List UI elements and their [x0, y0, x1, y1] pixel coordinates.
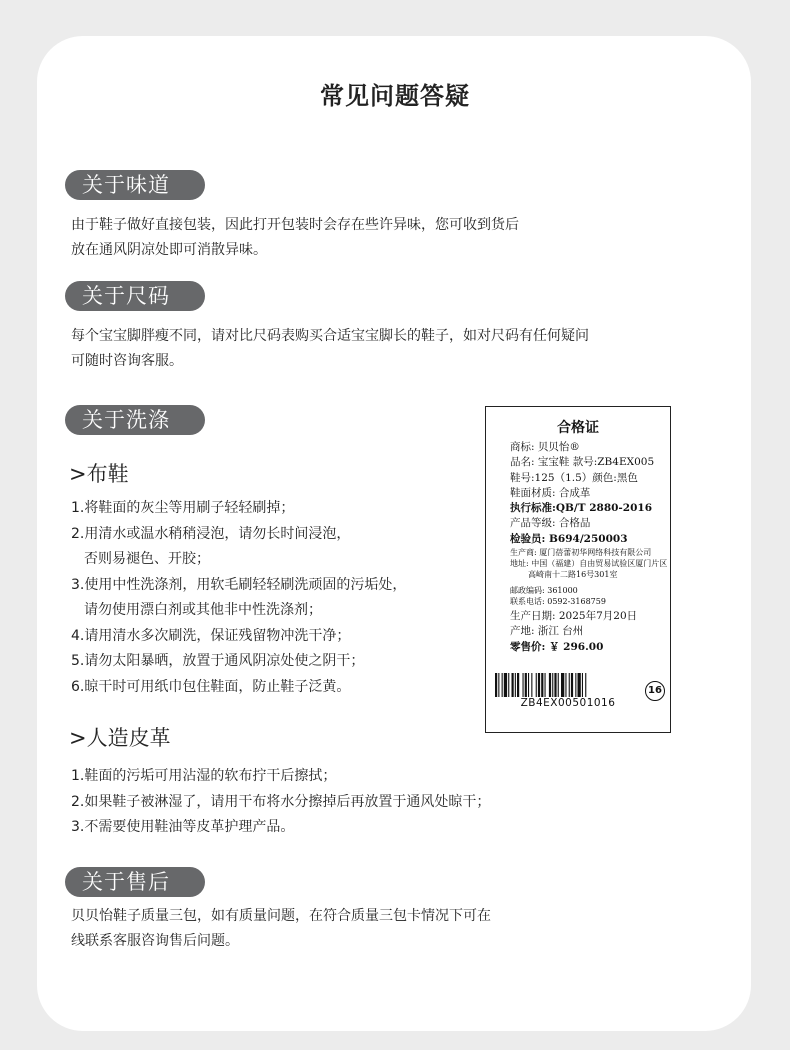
smell-paragraph — [71, 213, 519, 263]
cert-product: 品名: 宝宝鞋 款号:ZB4EX005 — [510, 456, 655, 469]
cert-size-color: 鞋号:125（1.5）颜色:黑色 — [510, 471, 638, 484]
barcode-bar — [582, 673, 583, 697]
cert-address-1: 地址: 中国（福建）自由贸易试验区厦门片区 — [510, 559, 668, 569]
barcode-bar — [536, 673, 537, 697]
cert-phone: 联系电话: 0592-3168759 — [510, 596, 606, 606]
barcode-bar — [523, 673, 524, 697]
barcode-bar — [545, 673, 546, 697]
cert-inspector: 检验员: B694/250003 — [510, 532, 628, 545]
barcode-bar — [525, 673, 527, 697]
cloth-shoes-heading: >布鞋 — [69, 462, 129, 486]
barcode-bar — [578, 673, 581, 697]
list-item: 4.请用清水多次刷洗，保证残留物冲洗干净； — [71, 627, 351, 644]
barcode-bar — [575, 673, 576, 697]
cert-standard: 执行标准:QB/T 2880-2016 — [510, 502, 653, 515]
certificate-title: 合格证 — [557, 420, 599, 436]
barcode-bar — [498, 673, 499, 697]
list-item: 3.不需要使用鞋油等皮革护理产品。 — [71, 819, 295, 835]
barcode-bar — [554, 673, 556, 697]
page-title: 常见问题答疑 — [320, 82, 470, 110]
barcode-bar — [558, 673, 559, 697]
barcode-bar — [538, 673, 540, 697]
size-line: 可随时咨询客服。 — [71, 353, 183, 369]
cert-postcode: 邮政编码: 361000 — [510, 585, 578, 595]
list-item: 6.晾干时可用纸巾包住鞋面，防止鞋子泛黄。 — [71, 678, 351, 695]
barcode-bar — [504, 673, 507, 697]
list-item: 5.请勿太阳暴晒，放置于通风阴凉处使之阴干； — [71, 653, 365, 669]
aftersale-line: 贝贝怡鞋子质量三包，如有质量问题，在符合质量三包卡情况下可在 — [71, 908, 491, 924]
cert-date: 生产日期: 2025年7月20日 — [510, 610, 638, 623]
list-item: 1.将鞋面的灰尘等用刷子轻轻刷掉； — [71, 500, 295, 516]
certificate-label — [485, 406, 671, 733]
list-item: 1.鞋面的污垢可用沾湿的软布拧干后擦拭； — [71, 768, 337, 784]
list-item: 否则易褪色、开胶； — [84, 551, 210, 567]
list-item: 2.用清水或温水稍稍浸泡，请勿长时间浸泡， — [71, 525, 351, 542]
cert-price: 零售价: ￥ 296.00 — [510, 640, 604, 653]
barcode-number: ZB4EX00501016 — [520, 697, 616, 709]
cert-material: 鞋面材质: 合成革 — [510, 486, 591, 499]
cert-origin: 产地: 浙江 台州 — [510, 625, 584, 638]
aftersale-line: 线联系客服咨询售后问题。 — [71, 933, 239, 949]
barcode-bar — [561, 673, 564, 697]
barcode-bar — [531, 673, 532, 697]
size-badge: 16 — [645, 681, 665, 701]
list-item: 3.使用中性洗涤剂，用软毛刷轻轻刷洗顽固的污垢处， — [71, 576, 407, 593]
barcode-bar — [495, 673, 497, 697]
barcode — [495, 673, 641, 697]
section-title-smell: 关于味道 — [65, 170, 205, 200]
barcode-bar — [541, 673, 543, 697]
cert-brand: 商标: 贝贝怡® — [510, 441, 580, 453]
section-title-wash: 关于洗涤 — [65, 405, 205, 435]
size-paragraph — [71, 324, 589, 374]
section-title-aftersale: 关于售后 — [65, 867, 205, 897]
aftersale-paragraph — [71, 904, 491, 954]
cert-maker: 生产商: 厦门蓓蕾初华网络科技有限公司 — [510, 548, 652, 558]
barcode-bar — [571, 673, 573, 697]
section-title-size: 关于尺码 — [65, 281, 205, 311]
list-item: 2.如果鞋子被淋湿了，请用干布将水分擦掉后再放置于通风处晾干； — [71, 793, 491, 810]
barcode-bar — [528, 673, 529, 697]
leather-list — [71, 764, 490, 841]
barcode-bar — [569, 673, 570, 697]
list-item: 请勿使用漂白剂或其他非中性洗涤剂； — [84, 602, 322, 618]
barcode-bar — [508, 673, 509, 697]
smell-line: 放在通风阴凉处即可消散异味。 — [71, 242, 267, 258]
barcode-bar — [502, 673, 503, 697]
barcode-bar — [515, 673, 516, 697]
smell-line: 由于鞋子做好直接包装，因此打开包装时会存在些许异味，您可收到货后 — [71, 217, 519, 233]
barcode-bar — [549, 673, 551, 697]
barcode-bar — [565, 673, 566, 697]
cert-address-2: 高崎南十二路16号301室 — [528, 570, 618, 580]
barcode-bar — [552, 673, 553, 697]
cert-grade: 产品等级: 合格品 — [510, 517, 591, 530]
leather-heading: >人造皮革 — [69, 726, 171, 750]
barcode-bar — [512, 673, 514, 697]
certificate-details — [510, 440, 667, 655]
cloth-shoes-list — [71, 496, 406, 700]
size-line: 每个宝宝脚胖瘦不同，请对比尺码表购买合适宝宝脚长的鞋子，如对尺码有任何疑问 — [71, 328, 589, 344]
barcode-bar — [517, 673, 519, 697]
barcode-bar — [585, 673, 586, 697]
